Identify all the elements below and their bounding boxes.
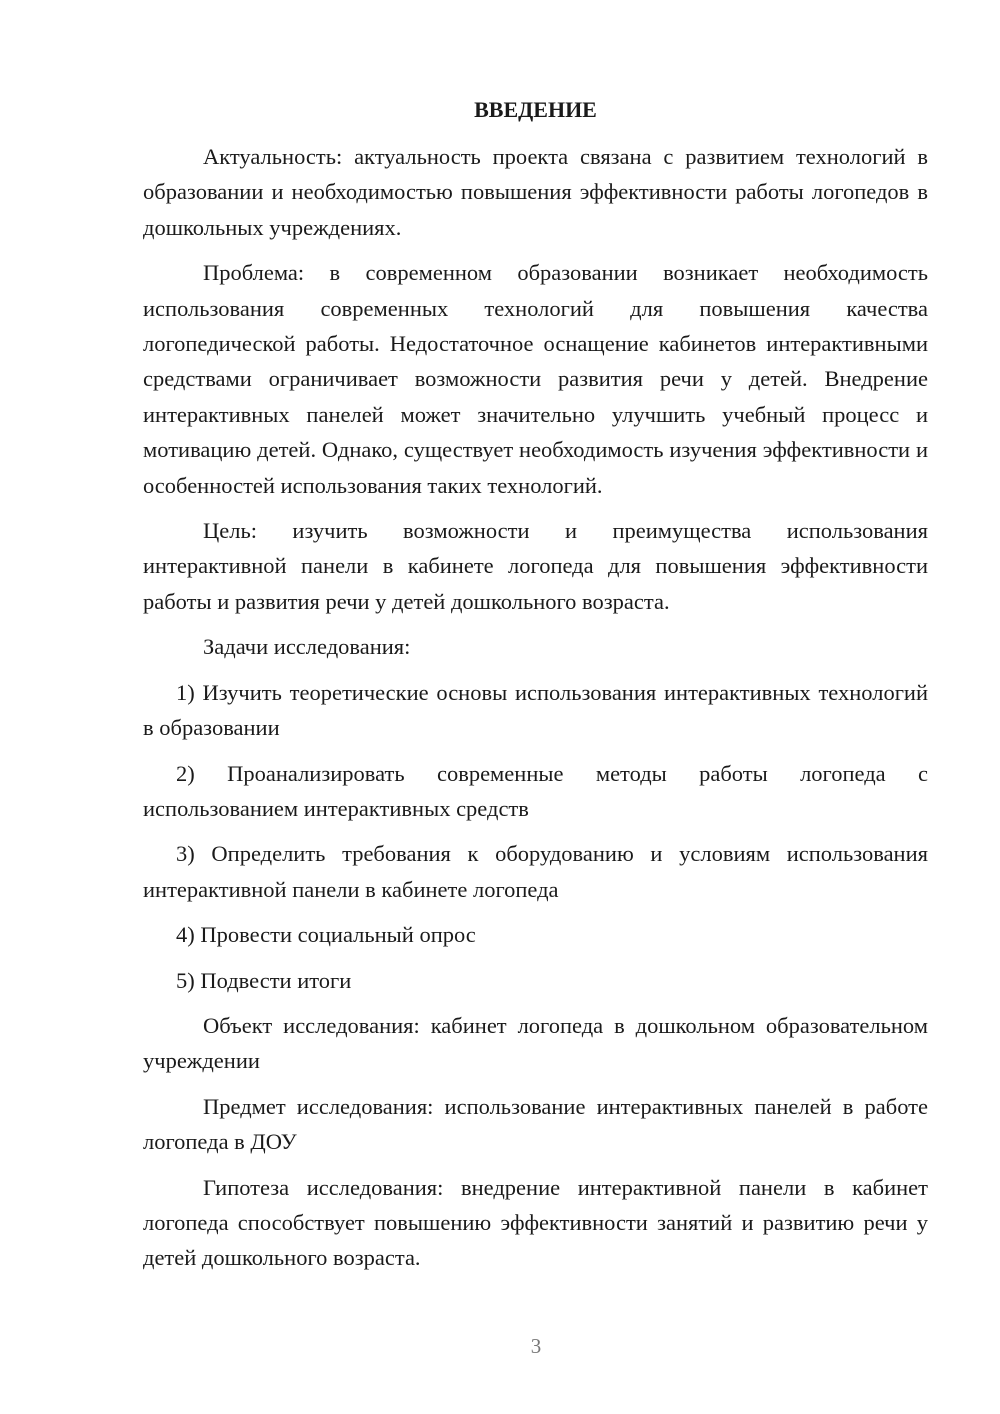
page-number: 3 — [530, 1334, 542, 1358]
relevance-paragraph: Актуальность: актуальность проекта связана с развитием технологий в образовании и необходимостью повышения эффективности работы логопедов в дошкольных учреждениях. — [143, 144, 928, 240]
document-body — [143, 92, 928, 1286]
task-item-3: 3) Определить требования к оборудованию и условиям использования интерактивной панели в кабинете логопеда — [143, 841, 928, 902]
task-item-4: 4) Провести социальный опрос — [176, 922, 476, 948]
task-item-2: 2) Проанализировать современные методы работы логопеда с использованием интерактивных средств — [143, 760, 928, 821]
page-title: ВВЕДЕНИЕ — [474, 97, 597, 122]
problem-paragraph: Проблема: в современном образовании возникает необходимость использования современных технологий для повышения качества логопедической работы. Недостаточное оснащение кабинетов интерактивными средствами ограничивает возможности развития речи у детей. Внедрение интерактивных панелей может значительно улучшить учебный процесс и мотивацию детей. Однако, существует необходимость изучения эффективности и особенностей использования таких технологий. — [143, 260, 928, 498]
subject-paragraph: Предмет исследования: использование интерактивных панелей в работе логопеда в ДОУ — [143, 1093, 928, 1155]
task-item-5: 5) Подвести итоги — [176, 967, 352, 993]
hypothesis-paragraph: Гипотеза исследования: внедрение интерактивной панели в кабинет логопеда способствует повышению эффективности занятий и развитию речи у детей дошкольного возраста. — [143, 1174, 928, 1271]
tasks-heading: Задачи исследования: — [203, 634, 411, 660]
task-item-1: 1) Изучить теоретические основы использования интерактивных технологий в образовании — [143, 679, 928, 741]
object-paragraph: Объект исследования: кабинет логопеда в дошкольном образовательном учреждении — [143, 1012, 928, 1074]
goal-paragraph: Цель: изучить возможности и преимущества использования интерактивной панели в кабинете логопеда для повышения эффективности работы и развития речи у детей дошкольного возраста. — [143, 518, 928, 614]
